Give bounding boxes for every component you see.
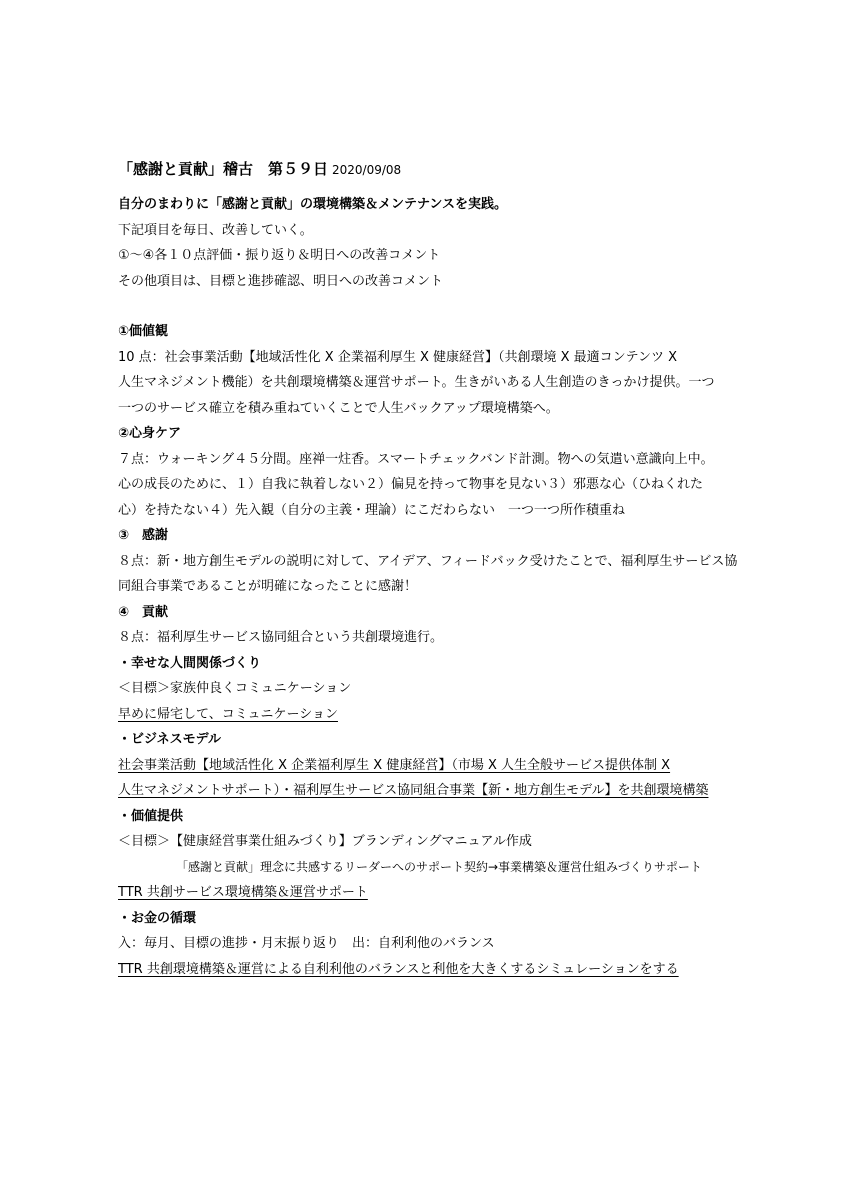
section-line: 入：毎月、目標の進捗・月末振り返り 出：自利利他のバランス — [118, 936, 495, 951]
section-line: ８点：福利厚生サービス協同組合という共創環境進行。 — [118, 630, 444, 645]
goal-line: ＜目標＞家族仲良くコミュニケーション — [118, 681, 352, 696]
underlined-note: 早めに帰宅して、コミュニケーション — [118, 706, 338, 722]
underlined-note: 社会事業活動【地域活性化 X 企業福利厚生 X 健康経営】（市場 X 人生全般サービス提供体制 X — [118, 757, 671, 773]
intro-line: ①～④各１０点評価・振り返り＆明日への改善コメント — [118, 248, 441, 263]
section-heading: ②心身ケア — [118, 426, 182, 441]
intro-line: 自分のまわりに「感謝と貢献」の環境構築＆メンテナンスを実践。 — [118, 197, 507, 212]
section-line: 同組合事業であることが明確になったことに感謝！ — [118, 579, 418, 594]
section-mind-body — [118, 421, 738, 523]
spacer — [118, 294, 738, 319]
document-page — [118, 158, 738, 982]
section-heading: ・幸せな人間関係づくり — [118, 655, 262, 671]
section-money — [118, 906, 738, 983]
intro-line: その他項目は、目標と進捗確認、明日への改善コメント — [118, 273, 444, 289]
section-line: ７点：ウォーキング４５分間。座禅一炷香。スマートチェックバンド計測。物への気遣い意識向上中。 — [118, 451, 714, 467]
section-contribution — [118, 600, 738, 651]
intro-block — [118, 192, 738, 294]
section-line: 心の成長のために、１）自我に執着しない２）偏見を持って物事を見ない３）邪悪な心（ひねくれた — [118, 477, 704, 492]
section-values — [118, 319, 738, 421]
title-date: 2020/09/08 — [332, 163, 402, 177]
section-line: 一つのサービス確立を積み重ねていくことで人生バックアップ環境構築へ。 — [118, 400, 559, 416]
underlined-note: TTR 共創環境構築＆運営による自利利他のバランスと利他を大きくするシミュレーションをする — [118, 961, 679, 977]
title-text: 「感謝と貢献」稽古 第５９日 — [118, 160, 329, 178]
section-heading: ・ビジネスモデル — [118, 732, 221, 747]
section-heading: ④ 貢献 — [118, 604, 169, 620]
section-heading: ・お金の循環 — [118, 910, 197, 926]
section-business-model — [118, 727, 738, 804]
section-line: 心）を持たない４）先入観（自分の主義・理論）にこだわらない 一つ一つ所作積重ね — [118, 502, 626, 518]
intro-line: 下記項目を毎日、改善していく。 — [118, 222, 313, 238]
section-heading: ①価値観 — [118, 324, 169, 339]
section-heading: ・価値提供 — [118, 808, 184, 824]
section-heading: ③ 感謝 — [118, 528, 169, 543]
underlined-note: 人生マネジメントサポート）・福利厚生サービス協同組合事業【新・地方創生モデル】を共創環境構築 — [118, 783, 709, 798]
section-line: 10 点：社会事業活動【地域活性化 X 企業福利厚生 X 健康経営】（共創環境 X 最適コンテンツ X — [118, 349, 678, 365]
page-title — [118, 158, 738, 180]
section-line: 人生マネジメント機能）を共創環境構築＆運営サポート。生きがいある人生創造のきっかけ提供。一つ — [118, 375, 715, 390]
section-line: ８点：新・地方創生モデルの説明に対して、アイデア、フィードバック受けたことで、福利厚生サービス協 — [118, 553, 738, 569]
detail-line: 「感謝と貢献」理念に共感するリーダーへのサポート契約→事業構築＆運営仕組みづくりサポート — [176, 859, 702, 874]
section-relationships — [118, 651, 738, 728]
underlined-note: TTR 共創サービス環境構築＆運営サポート — [118, 885, 368, 900]
goal-line: ＜目標＞【健康経営事業仕組みづくり】ブランディングマニュアル作成 — [118, 834, 532, 849]
section-gratitude — [118, 523, 738, 600]
section-value-offer — [118, 804, 738, 906]
